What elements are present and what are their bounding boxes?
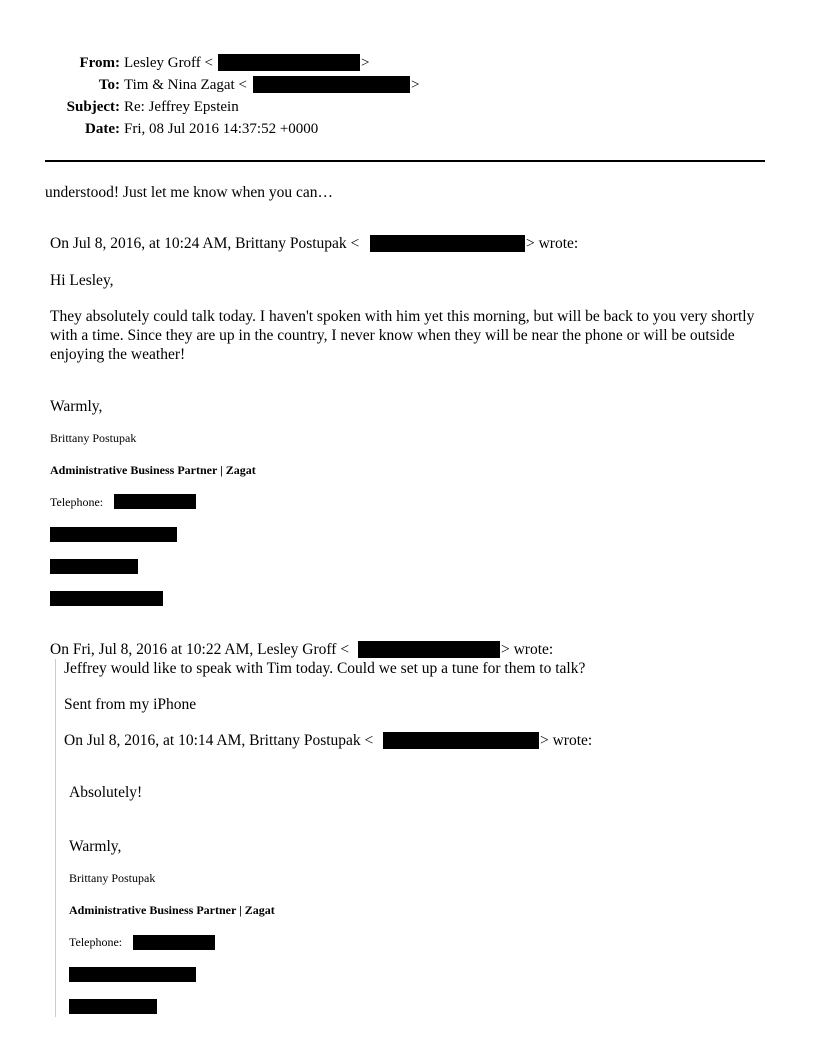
redaction-box bbox=[50, 591, 163, 606]
quote2-inner-attribution-end: > wrote: bbox=[540, 732, 593, 749]
redaction-box bbox=[69, 967, 196, 982]
subject-value: Re: Jeffrey Epstein bbox=[124, 99, 239, 115]
from-label: From: bbox=[79, 55, 120, 71]
quote1-sig-phone-label: Telephone: bbox=[50, 495, 104, 509]
quote2-sig-title: Administrative Business Partner | Zagat bbox=[69, 903, 275, 917]
to-label: To: bbox=[98, 77, 120, 93]
redaction-box bbox=[218, 54, 360, 71]
quote2-closing: Warmly, bbox=[69, 838, 122, 855]
reply-text: understood! Just let me know when you can… bbox=[45, 184, 333, 201]
from-value: Lesley Groff < bbox=[124, 55, 213, 71]
quote1-attribution-end: > wrote: bbox=[526, 235, 579, 252]
redaction-box bbox=[69, 999, 157, 1014]
quote2-reply: Absolutely! bbox=[69, 784, 143, 801]
quote1-sig-name: Brittany Postupak bbox=[50, 431, 137, 445]
redaction-box bbox=[133, 935, 215, 950]
quote2-inner-attribution: On Jul 8, 2016, at 10:14 AM, Brittany Postupak < bbox=[64, 732, 374, 749]
quote2-line2: Sent from my iPhone bbox=[64, 696, 197, 713]
date-value: Fri, 08 Jul 2016 14:37:52 +0000 bbox=[124, 121, 319, 137]
redaction-box bbox=[50, 559, 138, 574]
redaction-box bbox=[50, 527, 177, 542]
to-close: > bbox=[411, 77, 420, 93]
quote1-attribution: On Jul 8, 2016, at 10:24 AM, Brittany Postupak < bbox=[50, 235, 360, 252]
date-label: Date: bbox=[85, 121, 120, 137]
quote1-sig-title: Administrative Business Partner | Zagat bbox=[50, 463, 256, 477]
redaction-box bbox=[358, 641, 500, 658]
quote2-line1: Jeffrey would like to speak with Tim today. Could we set up a tune for them to talk? bbox=[64, 660, 586, 677]
header-divider bbox=[45, 160, 765, 162]
quote2-sig-name: Brittany Postupak bbox=[69, 871, 156, 885]
quote1-closing: Warmly, bbox=[50, 398, 103, 415]
quote2-attribution: On Fri, Jul 8, 2016 at 10:22 AM, Lesley Groff < bbox=[50, 641, 350, 658]
redaction-box bbox=[253, 76, 410, 93]
redaction-box bbox=[114, 494, 196, 509]
subject-label: Subject: bbox=[66, 99, 120, 115]
quote1-paragraph: They absolutely could talk today. I haven't spoken with him yet this morning, but will be back to you very shortly with a time. Since they are up in the country, I never know when they will be near the phone or will be outside enjoying the weather! bbox=[50, 308, 755, 363]
redaction-box bbox=[370, 235, 525, 252]
quote2-sig-phone-label: Telephone: bbox=[69, 935, 123, 949]
redaction-box bbox=[383, 732, 539, 749]
from-close: > bbox=[361, 55, 370, 71]
to-value: Tim & Nina Zagat < bbox=[124, 77, 247, 93]
quote1-greeting: Hi Lesley, bbox=[50, 272, 114, 289]
quote2-attribution-end: > wrote: bbox=[501, 641, 554, 658]
quote-bar bbox=[55, 659, 56, 1017]
